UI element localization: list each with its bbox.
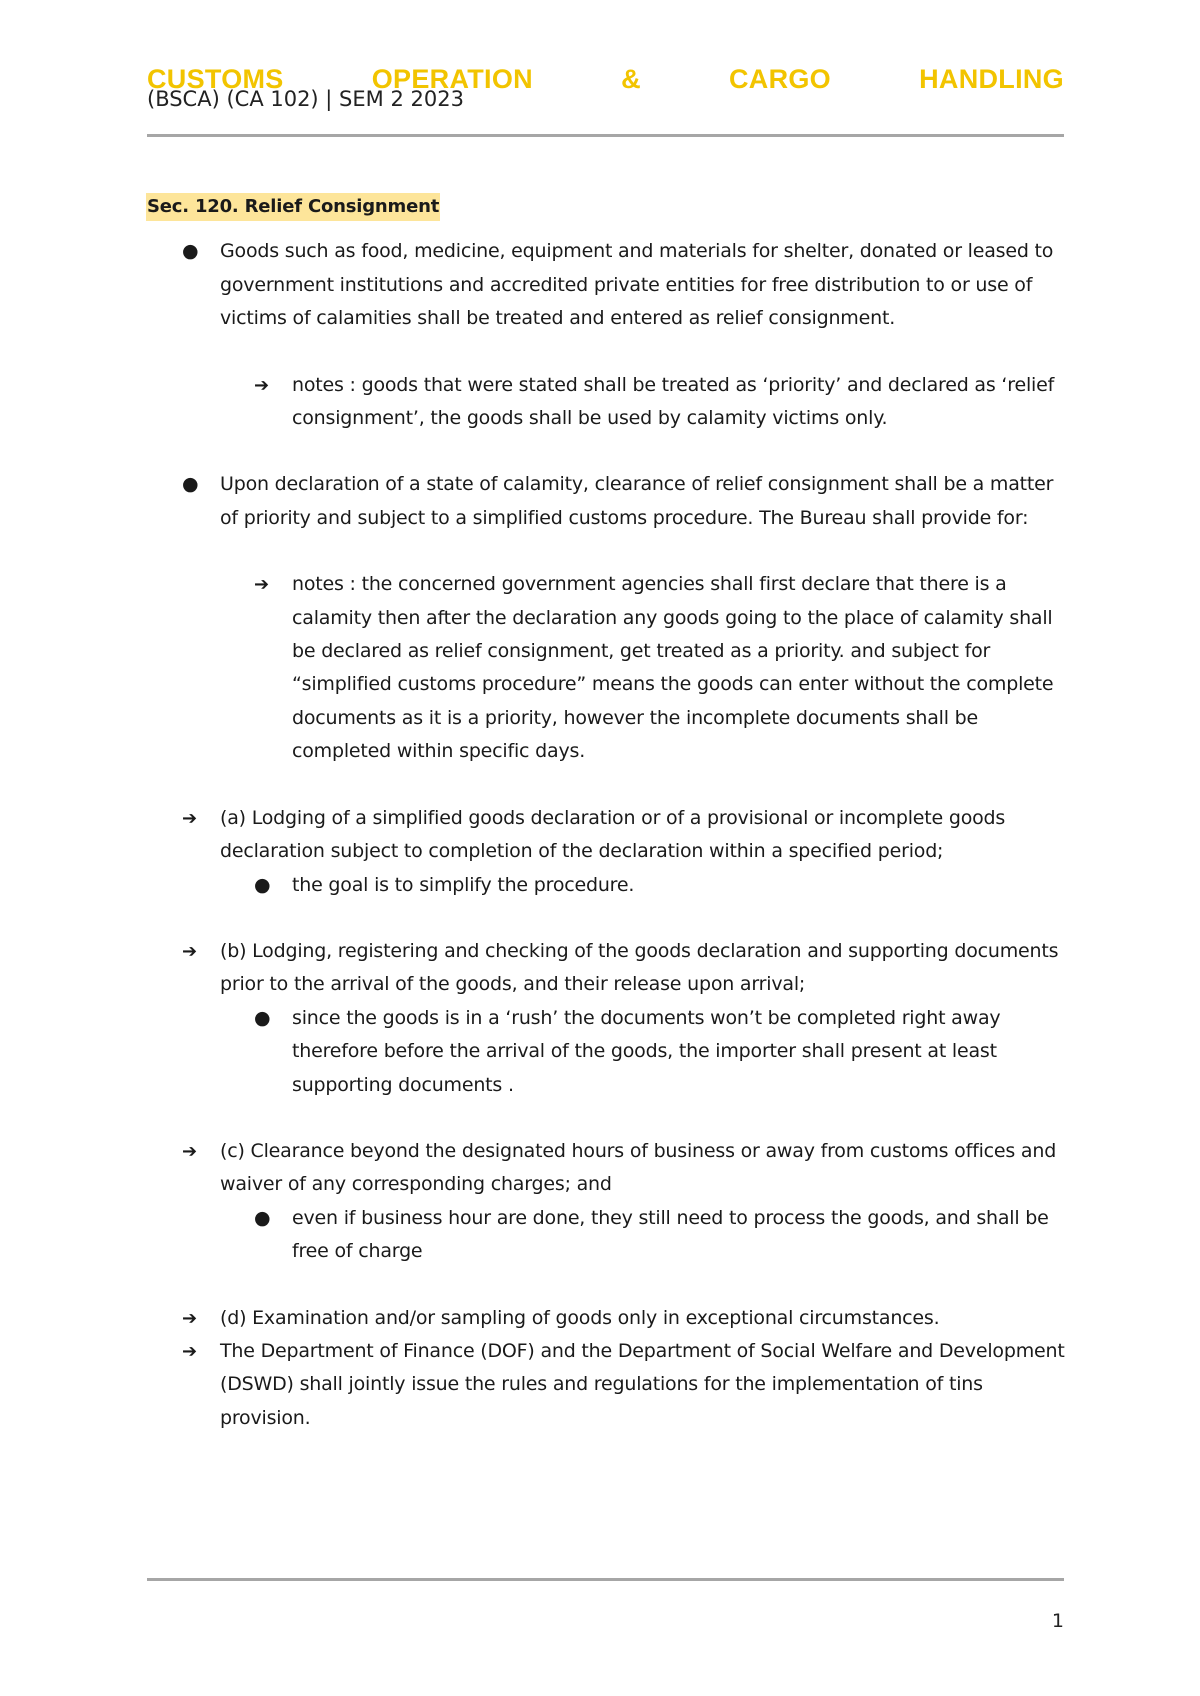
arrow-marker: ➔ <box>254 574 269 596</box>
item-text: the goal is to simplify the procedure. <box>292 873 635 896</box>
section-heading: Sec. 120. Relief Consignment <box>146 193 440 221</box>
arrow-marker: ➔ <box>182 1307 197 1329</box>
item-text: Goods such as food, medicine, equipment and materials for shelter, donated or leased to government institutions and accredited private entities for free distribution to or use of victims of calamities shall be treated and entered as relief consignment. <box>220 240 1054 330</box>
course-title-word: CUSTOMS <box>147 64 284 94</box>
provision-item <box>146 1135 1066 1202</box>
bullet-marker: ● <box>182 473 199 496</box>
sub-bullet-item <box>146 869 1066 902</box>
item-text: The Department of Finance (DOF) and the Department of Social Welfare and Development (DSWD) shall jointly issue the rules and regulations for the implementation of tins provision. <box>220 1339 1065 1429</box>
page-number: 1 <box>1051 1610 1064 1632</box>
provision-item <box>146 1302 1066 1335</box>
item-text: since the goods is in a ‘rush’ the documents won’t be completed right away therefore before the arrival of the goods, the importer shall present at least supporting documents . <box>292 1006 1001 1096</box>
note-item <box>146 568 1066 768</box>
footer-divider <box>147 1578 1064 1581</box>
arrow-marker: ➔ <box>254 374 269 396</box>
arrow-marker: ➔ <box>182 1340 197 1362</box>
provision-item <box>146 1335 1066 1435</box>
sub-bullet-item <box>146 1002 1066 1102</box>
provision-item <box>146 802 1066 869</box>
item-text: even if business hour are done, they still need to process the goods, and shall be free of charge <box>292 1206 1049 1263</box>
page-header <box>147 66 1064 110</box>
provision-item <box>146 935 1066 1002</box>
arrow-marker: ➔ <box>182 807 197 829</box>
sub-bullet-item <box>146 1202 1066 1269</box>
bullet-item <box>146 235 1066 335</box>
item-text: (a) Lodging of a simplified goods declaration or of a provisional or incomplete goods declaration subject to completion of the declaration within a specified period; <box>220 806 1006 863</box>
arrow-marker: ➔ <box>182 940 197 962</box>
item-text: (b) Lodging, registering and checking of the goods declaration and supporting documents prior to the arrival of the goods, and their release upon arrival; <box>220 939 1059 996</box>
bullet-marker: ● <box>182 240 199 263</box>
item-text: notes : the concerned government agencies shall first declare that there is a calamity then after the declaration any goods going to the place of calamity shall be declared as relief consignment, get treated as a priority. and subject for “simplified customs procedure” means the goods can enter without the complete documents as it is a priority, however the incomplete documents shall be completed within specific days. <box>292 573 1054 763</box>
course-title-word: OPERATION <box>371 64 533 94</box>
item-text: notes : goods that were stated shall be treated as ‘priority’ and declared as ‘relief consignment’, the goods shall be used by calamity victims only. <box>292 373 1055 430</box>
bullet-marker: ● <box>254 873 271 896</box>
course-title-word: HANDLING <box>919 64 1064 94</box>
note-item <box>146 369 1066 436</box>
item-text: Upon declaration of a state of calamity, clearance of relief consignment shall be a matter of priority and subject to a simplified customs procedure. The Bureau shall provide for: <box>220 473 1054 529</box>
course-title-word: CARGO <box>728 64 831 94</box>
course-subtitle: (BSCA) (CA 102) | SEM 2 2023 <box>147 87 464 111</box>
bullet-marker: ● <box>254 1006 271 1029</box>
item-text: (c) Clearance beyond the designated hours of business or away from customs offices and waiver of any corresponding charges; and <box>220 1139 1057 1196</box>
course-title-word: & <box>621 64 641 94</box>
item-text: (d) Examination and/or sampling of goods only in exceptional circumstances. <box>220 1306 940 1329</box>
arrow-marker: ➔ <box>182 1140 197 1162</box>
document-body <box>146 190 1066 1435</box>
header-divider <box>147 134 1064 137</box>
bullet-marker: ● <box>254 1206 271 1229</box>
bullet-item <box>146 468 1066 535</box>
